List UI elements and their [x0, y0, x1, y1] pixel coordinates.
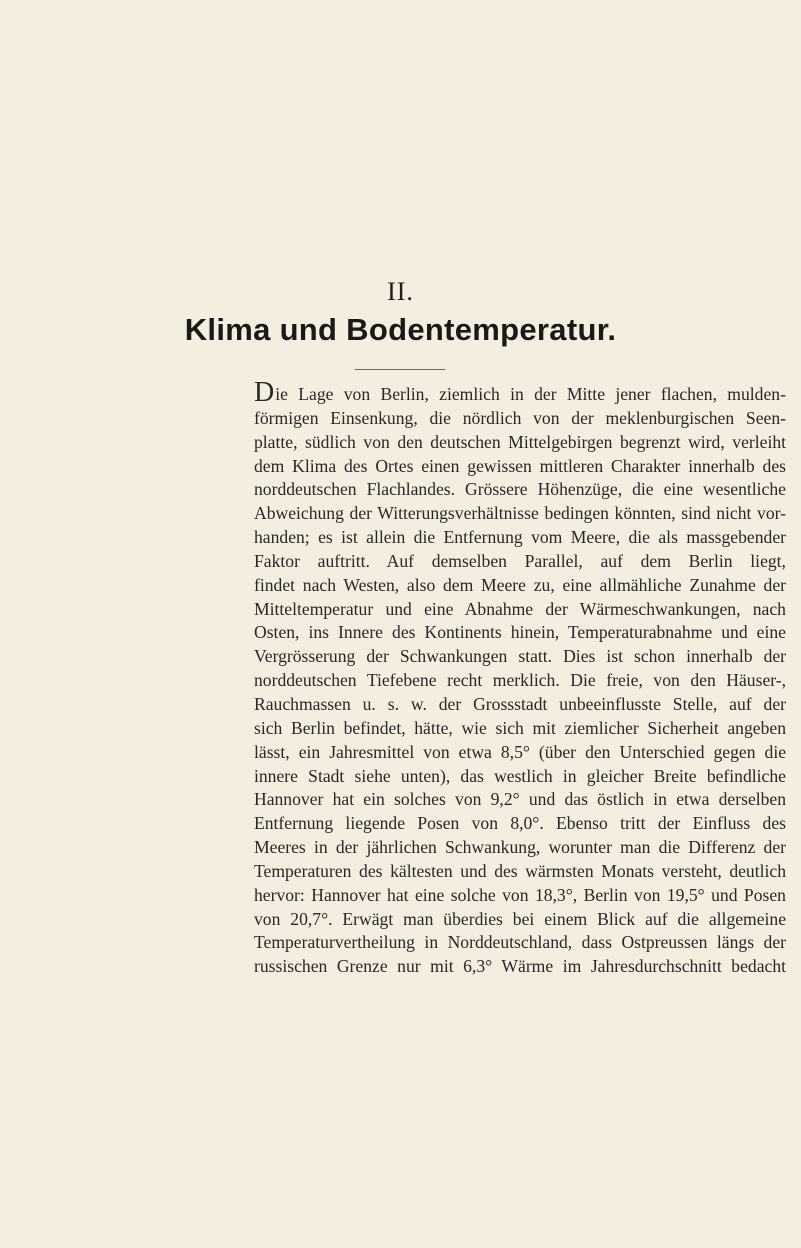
text-line: Hannover hat ein solches von 9,2° und das östlich in etwa derselben	[254, 789, 787, 810]
text-line: Temperaturen des kältesten und des wärmsten Monats versteht, deutlich	[254, 860, 786, 881]
text-line: innere Stadt siehe unten), das westlich in gleicher Breite befindliche	[254, 765, 786, 786]
text-line: russischen Grenze nur mit 6,3° Wärme im Jahresdurchschnitt bedacht	[254, 956, 787, 977]
chapter-number: II.	[387, 277, 414, 306]
text-line: findet nach Westen, also dem Meere zu, eine allmähliche Zunahme der	[254, 574, 787, 595]
body-paragraph	[254, 377, 787, 979]
text-line: handen; es ist allein die Entfernung vom Meere, die als massgebender	[254, 527, 786, 548]
text-line: Osten, ins Innere des Kontinents hinein, Temperaturabnahme und eine	[254, 622, 786, 643]
text-line: sich Berlin befindet, hätte, wie sich mit ziemlicher Sicherheit angeben	[254, 717, 786, 738]
text-line: von 20,7°. Erwägt man überdies bei einem Blick auf die allgemeine	[254, 908, 787, 929]
text-line: förmigen Einsenkung, die nördlich von der meklenburgischen Seen-	[254, 407, 786, 428]
text-line: platte, südlich von den deutschen Mittelgebirgen begrenzt wird, verleiht	[254, 431, 787, 452]
text-line: Temperaturvertheilung in Norddeutschland, dass Ostpreussen längs der	[254, 932, 787, 953]
text-line: Mitteltemperatur und eine Abnahme der Wärmeschwankungen, nach	[254, 598, 786, 619]
text-line: Faktor auftritt. Auf demselben Parallel, auf dem Berlin liegt,	[254, 550, 786, 571]
text-line: Meeres in der jährlichen Schwankung, worunter man die Differenz der	[254, 837, 786, 858]
chapter-title: Klima und Bodentemperatur.	[184, 312, 617, 347]
text-line: norddeutschen Flachlandes. Grössere Höhenzüge, die eine wesentliche	[254, 479, 786, 500]
drop-cap-initial: D	[254, 377, 275, 408]
text-line: Vergrösserung der Schwankungen statt. Dies ist schon innerhalb der	[254, 646, 787, 667]
title-divider	[355, 369, 445, 370]
text-line	[254, 377, 786, 408]
text-line: Rauchmassen u. s. w. der Grossstadt unbeeinflusste Stelle, auf der	[254, 693, 786, 714]
text-line: hervor: Hannover hat eine solche von 18,3°, Berlin von 19,5° und Posen	[254, 884, 786, 905]
text-line: Abweichung der Witterungsverhältnisse bedingen könnten, sind nicht vor-	[254, 503, 786, 524]
text-line-content: ie Lage von Berlin, ziemlich in der Mitte jener flachen, mulden-	[275, 384, 786, 404]
text-line: norddeutschen Tiefebene recht merklich. Die freie, von den Häuser-,	[254, 670, 787, 691]
text-line: lässt, ein Jahresmittel von etwa 8,5° (über den Unterschied gegen die	[254, 741, 787, 762]
text-line: Entfernung liegende Posen von 8,0°. Ebenso tritt der Einfluss des	[254, 813, 786, 834]
text-line: dem Klima des Ortes einen gewissen mittleren Charakter innerhalb des	[254, 455, 787, 476]
